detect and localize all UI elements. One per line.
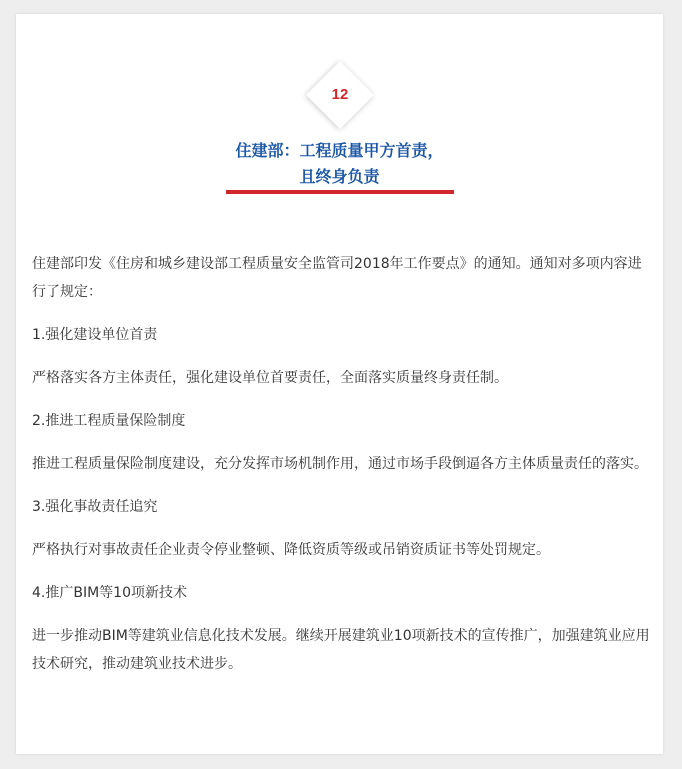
section-heading: 4.推广BIM等10项新技术	[32, 585, 187, 601]
section-text: 推进工程质量保险制度建设，充分发挥市场机制作用，通过市场手段倒逼各方主体质量责任的落实。	[32, 456, 648, 472]
section-heading: 3.强化事故责任追究	[32, 499, 158, 515]
section-number: 12	[331, 86, 349, 103]
section-number-badge	[316, 71, 364, 119]
article-title-line1: 住建部：工程质量甲方首责，	[235, 141, 444, 160]
article-title-line2: 且终身负责	[299, 167, 380, 186]
title-underline	[226, 190, 454, 194]
section-text: 进一步推动BIM等建筑业信息化技术发展。继续开展建筑业10项新技术的宣传推广，加强建筑业应用技术研究，推动建筑业技术进步。	[32, 628, 650, 672]
section-text: 严格执行对事故责任企业责令停业整顿、降低资质等级或吊销资质证书等处罚规定。	[32, 542, 550, 558]
section-heading: 1.强化建设单位首责	[32, 327, 158, 343]
section-text: 严格落实各方主体责任，强化建设单位首要责任，全面落实质量终身责任制。	[32, 370, 508, 386]
article-card	[16, 14, 663, 754]
section-heading: 2.推进工程质量保险制度	[32, 413, 186, 429]
article-body	[32, 250, 652, 693]
intro-paragraph: 住建部印发《住房和城乡建设部工程质量安全监管司2018年工作要点》的通知。通知对多项内容进行了规定：	[32, 256, 642, 300]
